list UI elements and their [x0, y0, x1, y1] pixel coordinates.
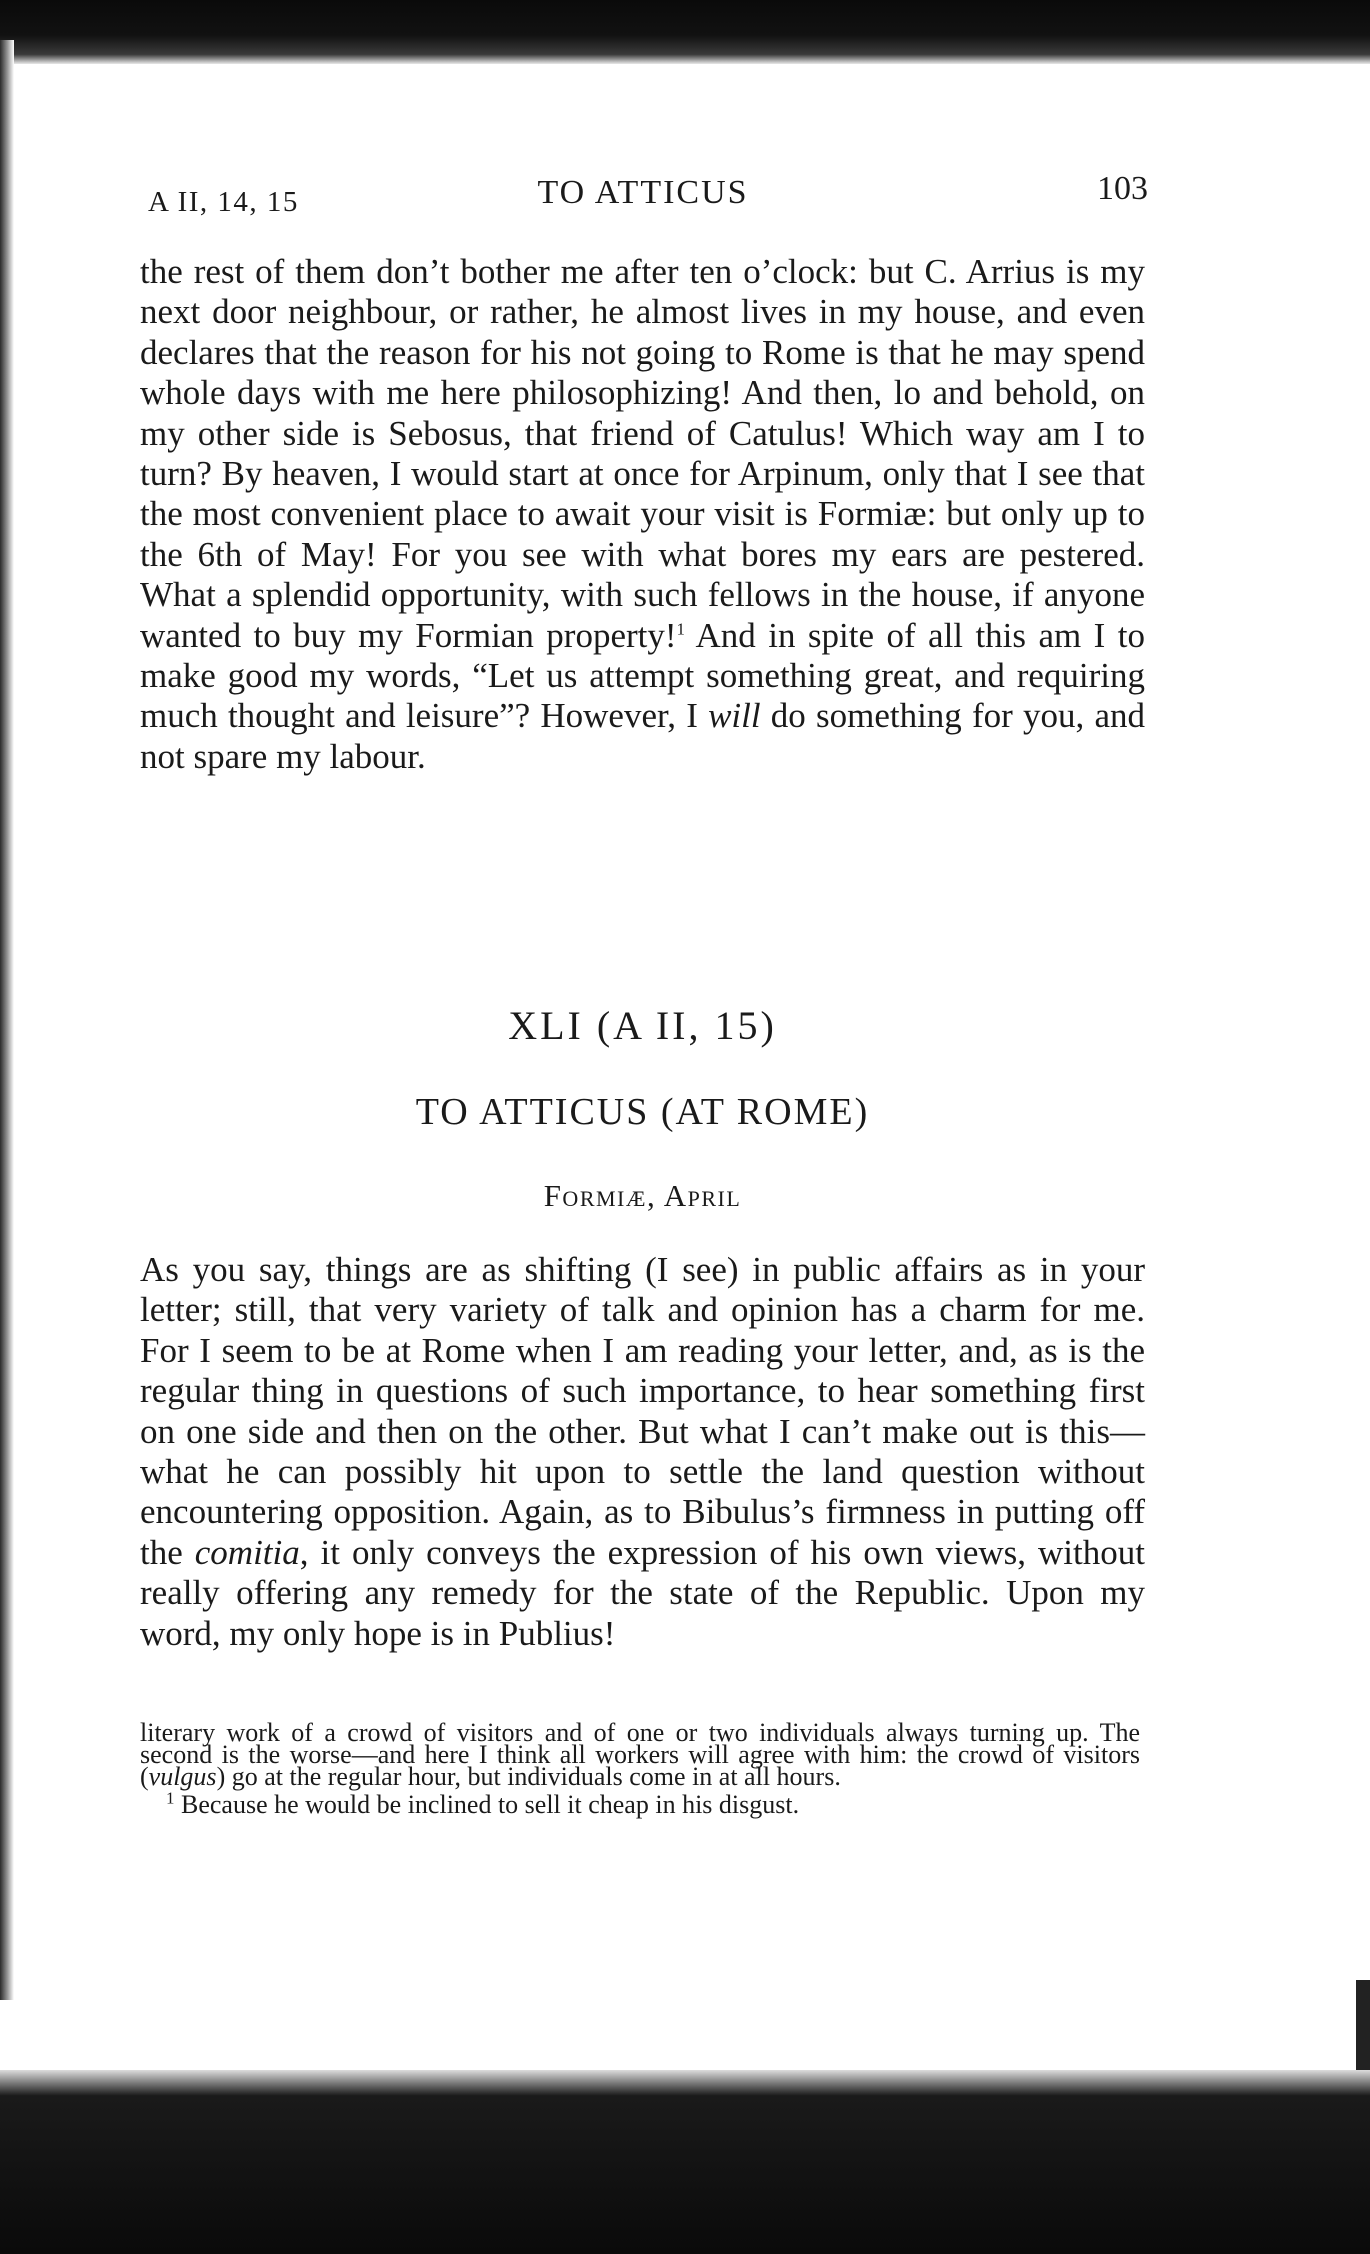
footnote: $^1$ Because he would be inclined to sell it cheap in his disgust.	[166, 1788, 800, 1819]
emphasis: comitia	[194, 1532, 300, 1572]
footnotes	[140, 1718, 1140, 1819]
footnote-carryover: literary work of a crowd of visitors and of one or two individuals always turning up. The second is the worse—and here I think all workers will agree with him: the crowd of visitors (vulgus) go at the regular hour, but individuals come in at all hours.	[140, 1718, 1140, 1791]
running-header	[138, 168, 1148, 228]
scan-border-top	[0, 0, 1370, 64]
letter-addressee: TO ATTICUS (AT ROME)	[415, 1091, 870, 1133]
paragraph: As you say, things are as shifting (I see) in public affairs as in your letter; still, that very variety of talk and opinion has a charm for me. For I seem to be at Rome when I am reading your letter, and, as is the regular thing in questions of such importance, to hear something first on one side and then on the other. But what I can’t make out is this—what he can possibly hit upon to settle the land question without encountering opposition. Again, as to Bibulus’s firmness in putting off the comitia, it only conveys the expression of his own views, without really offering any remedy for the state of the Republic. Upon my word, my only hope is in Publius!	[140, 1250, 1145, 1653]
section-reference: A II, 14, 15	[148, 186, 299, 218]
continued-letter-text	[140, 252, 1145, 777]
emphasis: will	[708, 696, 761, 736]
emphasis: vulgus	[148, 1762, 217, 1791]
letter-number: XLI	[508, 1003, 584, 1048]
letter-body	[140, 1250, 1145, 1654]
running-title: TO ATTICUS	[537, 174, 749, 211]
paragraph: the rest of them don’t bother me after ten o’clock: but C. Arrius is my next door neighbour, or rather, he almost lives in my house, and even declares that the reason for his not going to Rome is that he may spend whole days with me here philosophizing! And then, lo and behold, on my other side is Sebosus, that friend of Catulus! Which way am I to turn? By heaven, I would start at once for Arpinum, only that I see that the most convenient place to await your visit is Formiæ: but only up to the 6th of May! For you see with what bores my ears are pestered. What a splendid opportunity, with such fellows in the house, if anyone wanted to buy my Formian property!$^1$ And in spite of all this am I to make good my words, “Let us attempt something great, and requiring much thought and leisure”? However, I will do something for you, and not spare my labour.	[140, 252, 1145, 776]
letter-place-date: Formiæ, April	[543, 1178, 742, 1213]
letter-reference: (A II, 15)	[596, 1003, 777, 1048]
page-number: 103	[1097, 170, 1148, 207]
scan-border-left	[0, 40, 14, 2000]
letter-heading	[140, 1002, 1145, 1049]
scan-border-bottom	[0, 2070, 1370, 2254]
footnote-number: 1	[166, 1788, 175, 1808]
footnote-ref: 1	[676, 619, 686, 638]
